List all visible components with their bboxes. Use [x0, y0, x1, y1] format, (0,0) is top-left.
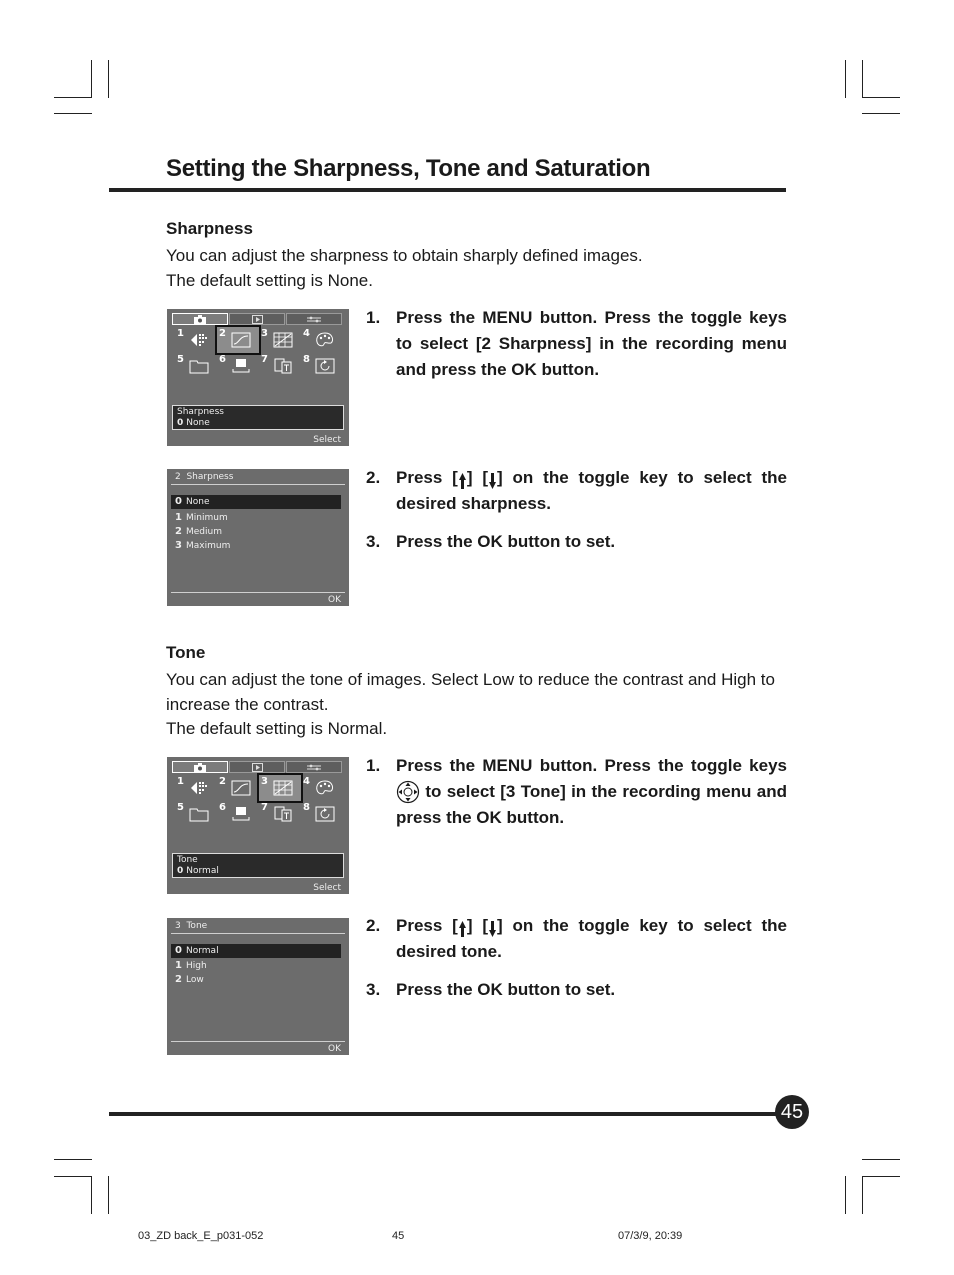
step-number: 1. [366, 308, 381, 327]
file-delete-icon [273, 358, 293, 374]
setting-value [177, 418, 339, 429]
palette-icon [315, 332, 335, 348]
menu-cell-delete [259, 353, 301, 379]
menu-cell-reset [301, 353, 343, 379]
submenu-number: 2 [175, 472, 181, 482]
option-row [171, 539, 341, 553]
select-label: Select [313, 435, 341, 445]
step-number: 1. [366, 756, 381, 775]
crop-mark [862, 1176, 863, 1214]
option-row [171, 525, 341, 539]
step-text-part: Press [ [396, 916, 458, 935]
page-title: Setting the Sharpness, Tone and Saturation [166, 155, 651, 182]
setting-name: Tone [177, 855, 198, 865]
crop-mark [862, 60, 863, 98]
submenu-title: Tone [186, 921, 208, 931]
up-key-icon [458, 472, 467, 490]
ok-label: OK [328, 595, 341, 605]
cell-number: 8 [303, 802, 310, 813]
step-text-part: ] on the toggle key to select the desired sharpness. [396, 468, 788, 513]
submenu-title: Sharpness [186, 472, 234, 482]
option-label: High [186, 961, 207, 971]
cell-number: 8 [303, 354, 310, 365]
menu-cell-quality [175, 327, 217, 353]
crop-mark [862, 113, 900, 114]
footer-file: 03_ZD back_E_p031-052 [138, 1230, 264, 1242]
menu-cell-folder [175, 801, 217, 827]
menu-tabs [172, 313, 342, 327]
tone-default-line: The default setting is Normal. [166, 719, 388, 738]
option-row-selected [171, 495, 341, 509]
tone-intro [166, 668, 788, 742]
footer-page: 45 [392, 1230, 405, 1242]
cell-number: 4 [303, 776, 310, 787]
cell-number: 7 [261, 354, 268, 365]
camera-tab-icon [172, 761, 228, 773]
tone-step-1 [366, 753, 787, 831]
tone-heading: Tone [166, 643, 206, 662]
setting-value [177, 866, 339, 877]
tone-intro-line: You can adjust the tone of images. Select Low to reduce the contrast and High to increase the contrast. [166, 670, 775, 714]
option-row [171, 959, 341, 973]
setting-value-number: 0 [177, 418, 184, 428]
menu-tabs [172, 761, 342, 775]
footer-date: 07/3/9, 20:39 [618, 1230, 683, 1242]
tone-icon [273, 780, 293, 796]
step-text [396, 913, 787, 965]
menu-cell-sharpness [217, 327, 259, 353]
bottom-rule [109, 1112, 779, 1116]
setting-info-box [172, 853, 344, 878]
step-text: Press the OK button to set. [396, 980, 616, 999]
playback-tab-icon [229, 761, 285, 773]
option-row [171, 973, 341, 987]
crop-mark [862, 97, 900, 98]
setting-value-number: 0 [177, 866, 184, 876]
step-text-part: Press the MENU button. Press the toggle keys [396, 756, 787, 775]
option-number: 1 [175, 512, 182, 523]
step-text-part: ] on the toggle key to select the desired tone. [396, 916, 788, 961]
crop-mark [54, 113, 92, 114]
cell-number: 5 [177, 802, 184, 813]
menu-cell-saturation [301, 327, 343, 353]
sharpness-menu-screen [167, 309, 349, 446]
step-text-part: ] [ [466, 916, 489, 935]
stamp-icon [231, 806, 251, 822]
reset-icon [315, 358, 335, 374]
setting-value-label: None [186, 418, 210, 428]
menu-cell-tone [259, 775, 301, 801]
down-key-icon [488, 472, 497, 490]
cell-number: 5 [177, 354, 184, 365]
sharpness-default-line: The default setting is None. [166, 270, 373, 290]
sharpness-step-3 [366, 529, 787, 555]
sharpness-step-2 [366, 465, 787, 517]
folder-icon [189, 806, 209, 822]
quality-icon [189, 780, 209, 796]
file-delete-icon [273, 806, 293, 822]
submenu-header [171, 920, 345, 934]
ok-label: OK [328, 1044, 341, 1054]
option-number: 3 [175, 540, 182, 551]
sharpness-intro-line: You can adjust the sharpness to obtain sharply defined images. [166, 246, 643, 265]
menu-cell-saturation [301, 775, 343, 801]
cell-number: 2 [219, 776, 226, 787]
down-key-icon [488, 920, 497, 938]
option-number: 2 [175, 526, 182, 537]
cell-number: 2 [219, 328, 226, 339]
menu-cell-folder [175, 353, 217, 379]
setting-name: Sharpness [177, 407, 224, 417]
palette-icon [315, 780, 335, 796]
option-number: 0 [175, 496, 182, 507]
crop-mark [108, 60, 109, 98]
option-label: Medium [186, 527, 222, 537]
crop-mark [54, 97, 92, 98]
submenu-header [171, 471, 345, 485]
option-number: 2 [175, 974, 182, 985]
step-text [396, 753, 787, 831]
option-number: 1 [175, 960, 182, 971]
option-label: Minimum [186, 513, 228, 523]
crop-mark [845, 1176, 846, 1214]
step-number: 2. [366, 916, 381, 935]
menu-cell-quality [175, 775, 217, 801]
crop-mark [862, 1176, 900, 1177]
setup-tab-icon [286, 761, 342, 773]
setup-tab-icon [286, 313, 342, 325]
cell-number: 6 [219, 802, 226, 813]
crop-mark [91, 60, 92, 98]
tone-menu-screen [167, 757, 349, 894]
reset-icon [315, 806, 335, 822]
stamp-icon [231, 358, 251, 374]
step-number: 2. [366, 468, 381, 487]
up-key-icon [458, 920, 467, 938]
sharpness-heading: Sharpness [166, 219, 253, 238]
menu-cell-reset [301, 801, 343, 827]
cell-number: 3 [261, 776, 268, 787]
menu-cell-sharpness [217, 775, 259, 801]
option-number: 0 [175, 945, 182, 956]
option-row [171, 511, 341, 525]
submenu-number: 3 [175, 921, 181, 931]
menu-cell-tone [259, 327, 301, 353]
cell-number: 7 [261, 802, 268, 813]
crop-mark [54, 1176, 92, 1177]
sharpness-options-screen [167, 469, 349, 606]
tone-icon [273, 332, 293, 348]
sharpness-intro [166, 244, 788, 293]
option-label: Low [186, 975, 204, 985]
toggle-keys-icon [396, 780, 420, 804]
quality-icon [189, 332, 209, 348]
cell-number: 1 [177, 776, 184, 787]
option-label: Maximum [186, 541, 231, 551]
menu-cell-stamp [217, 801, 259, 827]
menu-cell-stamp [217, 353, 259, 379]
cell-number: 1 [177, 328, 184, 339]
step-text-part: ] [ [466, 468, 489, 487]
page-number-badge: 45 [775, 1095, 809, 1129]
title-rule [109, 188, 786, 192]
option-row-selected [171, 944, 341, 958]
step-text: Press the MENU button. Press the toggle keys to select [2 Sharpness] in the recording menu and press the OK button. [396, 308, 787, 379]
screen-divider [171, 1041, 345, 1042]
cell-number: 3 [261, 328, 268, 339]
crop-mark [108, 1176, 109, 1214]
playback-tab-icon [229, 313, 285, 325]
tone-step-2 [366, 913, 787, 965]
tone-options-screen [167, 918, 349, 1055]
cell-number: 4 [303, 328, 310, 339]
menu-cell-delete [259, 801, 301, 827]
option-label: Normal [186, 946, 219, 956]
menu-grid [175, 775, 343, 827]
crop-mark [91, 1176, 92, 1214]
crop-mark [54, 1159, 92, 1160]
camera-tab-icon [172, 313, 228, 325]
step-text-part: Press [ [396, 468, 458, 487]
tone-step-3 [366, 977, 787, 1003]
crop-mark [862, 1159, 900, 1160]
sharpness-step-1 [366, 305, 787, 383]
setting-value-label: Normal [186, 866, 219, 876]
step-number: 3. [366, 532, 381, 551]
screen-divider [171, 592, 345, 593]
step-text [396, 465, 787, 517]
select-label: Select [313, 883, 341, 893]
crop-mark [845, 60, 846, 98]
cell-number: 6 [219, 354, 226, 365]
step-text: Press the OK button to set. [396, 532, 616, 551]
menu-grid [175, 327, 343, 379]
step-number: 3. [366, 980, 381, 999]
setting-info-box [172, 405, 344, 430]
folder-icon [189, 358, 209, 374]
sharpness-icon [231, 332, 251, 348]
step-text-part: to select [3 Tone] in the recording menu and press the OK button. [396, 782, 787, 827]
sharpness-icon [231, 780, 251, 796]
option-label: None [186, 497, 210, 507]
